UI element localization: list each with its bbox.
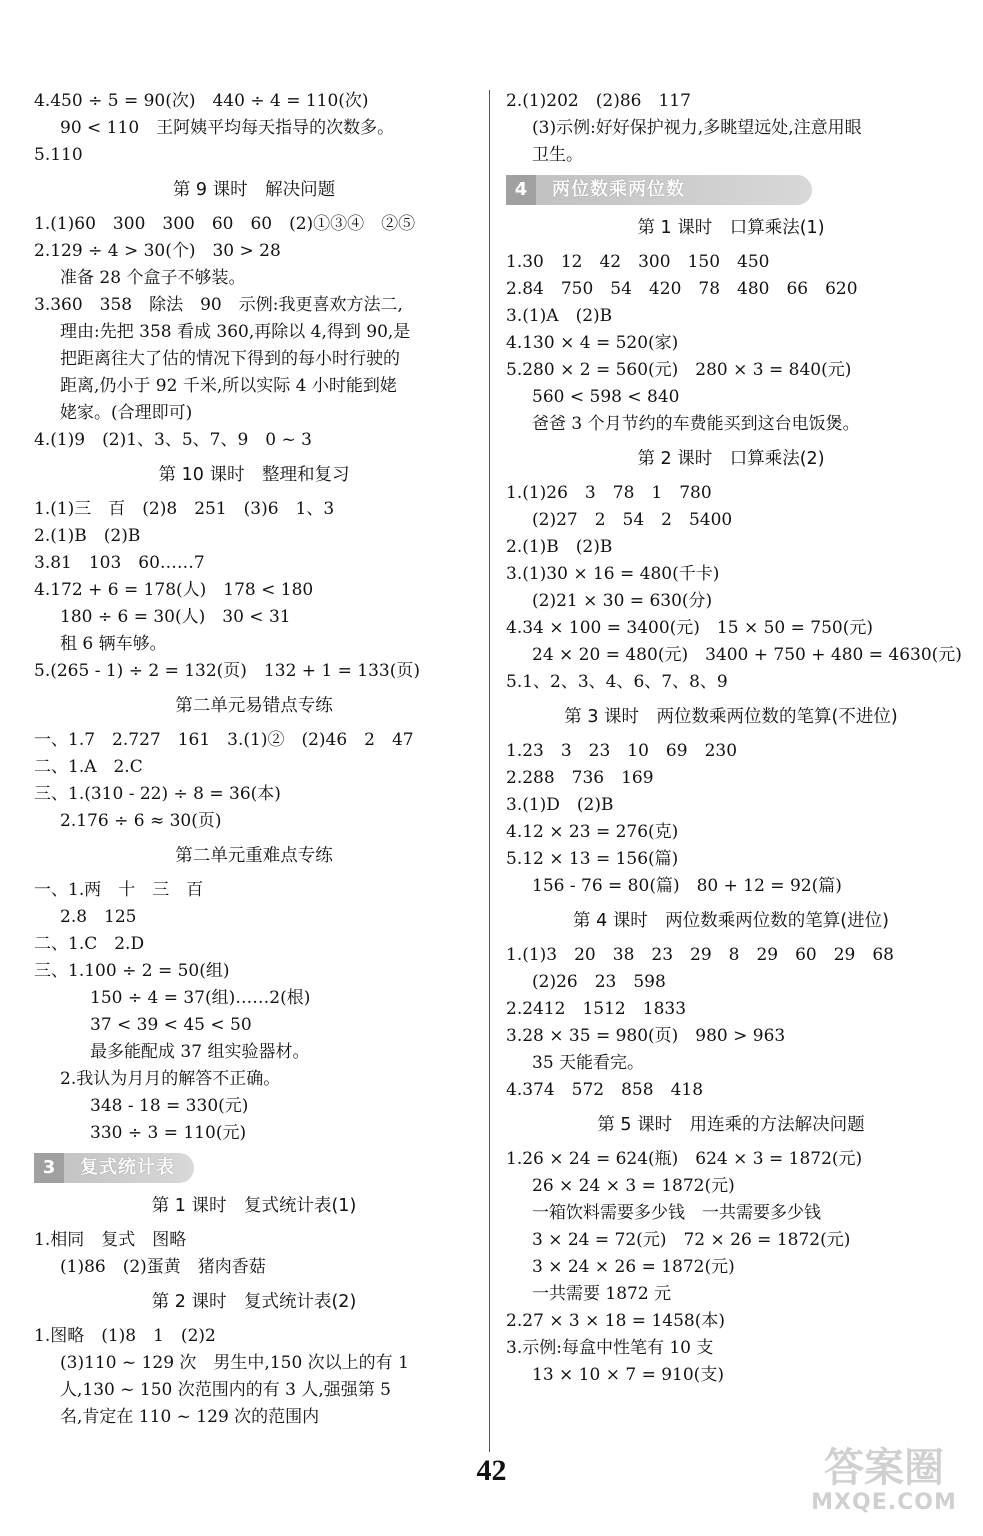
answer-line: 1.(1)26 3 78 1 780 bbox=[506, 483, 712, 503]
lesson-heading: 第 2 课时 复式统计表(2) bbox=[151, 1292, 357, 1312]
answer-line: 2.我认为月月的解答不正确。 bbox=[60, 1069, 281, 1089]
answer-line: 1.相同 复式 图略 bbox=[34, 1230, 187, 1250]
answer-line: 4.(1)9 (2)1、3、5、7、9 0 ~ 3 bbox=[34, 430, 312, 450]
answer-line: 2.84 750 54 420 78 480 66 620 bbox=[506, 279, 858, 299]
answer-line: 4.130 × 4 = 520(家) bbox=[506, 333, 679, 353]
answer-line: 2.(1)202 (2)86 117 bbox=[506, 91, 691, 111]
lesson-heading: 第 10 课时 整理和复习 bbox=[158, 465, 350, 485]
left-column bbox=[34, 88, 474, 1431]
section-heading: 第二单元重难点专练 bbox=[175, 846, 333, 866]
answer-line: 4.172 + 6 = 178(人) 178 < 180 bbox=[34, 580, 314, 600]
answer-line: 330 ÷ 3 = 110(元) bbox=[90, 1123, 247, 1143]
answer-line: 5.12 × 13 = 156(篇) bbox=[506, 849, 679, 869]
column-divider bbox=[489, 90, 490, 1452]
answer-line: 4.450 ÷ 5 = 90(次) 440 ÷ 4 = 110(次) bbox=[34, 91, 369, 111]
answer-line: 姥家。(合理即可) bbox=[60, 403, 193, 423]
unit-number: 4 bbox=[506, 175, 536, 205]
answer-line: 3.(1)A (2)B bbox=[506, 306, 613, 326]
answer-line: 1.(1)三 百 (2)8 251 (3)6 1、3 bbox=[34, 499, 335, 519]
answer-line: (3)110 ~ 129 次 男生中,150 次以上的有 1 bbox=[60, 1353, 409, 1373]
answer-line: 3 × 24 × 26 = 1872(元) bbox=[532, 1257, 735, 1277]
answer-line: 2.288 736 169 bbox=[506, 768, 654, 788]
answer-line: 3.示例:每盒中性笔有 10 支 bbox=[506, 1338, 714, 1358]
answer-line: 3 × 24 = 72(元) 72 × 26 = 1872(元) bbox=[532, 1230, 851, 1250]
watermark-url: MXQE.COM bbox=[811, 1490, 957, 1515]
unit-4-banner bbox=[506, 175, 812, 205]
answer-line: 2.27 × 3 × 18 = 1458(本) bbox=[506, 1311, 725, 1331]
answer-line: 卫生。 bbox=[532, 145, 583, 165]
answer-line: 560 < 598 < 840 bbox=[532, 387, 680, 407]
answer-line: 一、1.7 2.727 161 3.(1)② (2)46 2 47 bbox=[34, 730, 414, 750]
answer-line: 3.360 358 除法 90 示例:我更喜欢方法二, bbox=[34, 295, 403, 315]
answer-line: 180 ÷ 6 = 30(人) 30 < 31 bbox=[60, 607, 291, 627]
answer-line: 一箱饮料需要多少钱 一共需要多少钱 bbox=[532, 1203, 821, 1223]
answer-line: 2.129 ÷ 4 > 30(个) 30 > 28 bbox=[34, 241, 281, 261]
answer-line: 2.176 ÷ 6 ≈ 30(页) bbox=[60, 811, 222, 831]
answer-line: 最多能配成 37 组实验器材。 bbox=[90, 1042, 310, 1062]
section-heading: 第二单元易错点专练 bbox=[175, 696, 333, 716]
answer-line: 24 × 20 = 480(元) 3400 + 750 + 480 = 4630(元) bbox=[532, 645, 962, 665]
watermark-text: 答案圈 bbox=[824, 1445, 944, 1491]
answer-line: (3)示例:好好保护视力,多眺望远处,注意用眼 bbox=[532, 118, 862, 138]
answer-line: 5.(265 - 1) ÷ 2 = 132(页) 132 + 1 = 133(页) bbox=[34, 661, 421, 681]
answer-line: 2.(1)B (2)B bbox=[506, 537, 613, 557]
answer-line: 5.110 bbox=[34, 145, 83, 165]
answer-line: 人,130 ~ 150 次范围内的有 3 人,强强第 5 bbox=[60, 1380, 392, 1400]
unit-title: 复式统计表 bbox=[80, 1157, 175, 1178]
answer-line: 距离,仍小于 92 千米,所以实际 4 小时能到姥 bbox=[60, 376, 397, 396]
answer-line: 4.12 × 23 = 276(克) bbox=[506, 822, 679, 842]
watermark-logo bbox=[799, 1446, 969, 1526]
answer-line: (2)26 23 598 bbox=[532, 972, 666, 992]
answer-line: 爸爸 3 个月节约的车费能买到这台电饭煲。 bbox=[532, 414, 860, 434]
answer-line: 二、1.C 2.D bbox=[34, 934, 145, 954]
answer-line: 5.280 × 2 = 560(元) 280 × 3 = 840(元) bbox=[506, 360, 852, 380]
answer-line: 准备 28 个盒子不够装。 bbox=[60, 268, 246, 288]
answer-line: 35 天能看完。 bbox=[532, 1053, 645, 1073]
answer-line: 26 × 24 × 3 = 1872(元) bbox=[532, 1176, 735, 1196]
answer-line: 一共需要 1872 元 bbox=[532, 1284, 672, 1304]
answer-line: 150 ÷ 4 = 37(组)……2(根) bbox=[90, 988, 311, 1008]
answer-line: 租 6 辆车够。 bbox=[60, 634, 167, 654]
answer-line: 名,肯定在 110 ~ 129 次的范围内 bbox=[60, 1407, 320, 1427]
answer-line: 3.(1)D (2)B bbox=[506, 795, 614, 815]
answer-line: 4.374 572 858 418 bbox=[506, 1080, 704, 1100]
answer-line: 5.1、2、3、4、6、7、8、9 bbox=[506, 672, 728, 692]
answer-line: 13 × 10 × 7 = 910(支) bbox=[532, 1365, 724, 1385]
answer-line: 4.34 × 100 = 3400(元) 15 × 50 = 750(元) bbox=[506, 618, 874, 638]
answer-line: 348 - 18 = 330(元) bbox=[90, 1096, 249, 1116]
lesson-heading: 第 4 课时 两位数乘两位数的笔算(进位) bbox=[573, 911, 889, 931]
unit-number: 3 bbox=[34, 1153, 64, 1183]
answer-line: 2.(1)B (2)B bbox=[34, 526, 141, 546]
answer-line: 理由:先把 358 看成 360,再除以 4,得到 90,是 bbox=[60, 322, 411, 342]
answer-line: 1.23 3 23 10 69 230 bbox=[506, 741, 738, 761]
answer-line: (1)86 (2)蛋黄 猪肉香菇 bbox=[60, 1257, 266, 1277]
unit-3-banner bbox=[34, 1153, 194, 1183]
answer-line: 2.8 125 bbox=[60, 907, 137, 927]
answer-line: 156 - 76 = 80(篇) 80 + 12 = 92(篇) bbox=[532, 876, 842, 896]
right-column bbox=[506, 88, 962, 1389]
answer-line: 37 < 39 < 45 < 50 bbox=[90, 1015, 252, 1035]
answer-line: 三、1.(310 - 22) ÷ 8 = 36(本) bbox=[34, 784, 281, 804]
answer-line: 一、1.两 十 三 百 bbox=[34, 880, 204, 900]
answer-line: 二、1.A 2.C bbox=[34, 757, 143, 777]
answer-line: 1.26 × 24 = 624(瓶) 624 × 3 = 1872(元) bbox=[506, 1149, 863, 1169]
answer-line: 1.30 12 42 300 150 450 bbox=[506, 252, 770, 272]
answer-line: 90 < 110 王阿姨平均每天指导的次数多。 bbox=[60, 118, 395, 138]
answer-line: 三、1.100 ÷ 2 = 50(组) bbox=[34, 961, 230, 981]
answer-line: 把距离往大了估的情况下得到的每小时行驶的 bbox=[60, 349, 400, 369]
answer-line: 3.81 103 60……7 bbox=[34, 553, 205, 573]
lesson-heading: 第 1 课时 复式统计表(1) bbox=[151, 1196, 357, 1216]
page-number: 42 bbox=[476, 1454, 507, 1487]
answer-line: 3.(1)30 × 16 = 480(千卡) bbox=[506, 564, 720, 584]
lesson-heading: 第 1 课时 口算乘法(1) bbox=[637, 218, 825, 238]
answer-line: 2.2412 1512 1833 bbox=[506, 999, 687, 1019]
answer-line: 1.(1)3 20 38 23 29 8 29 60 29 68 bbox=[506, 945, 894, 965]
lesson-heading: 第 2 课时 口算乘法(2) bbox=[637, 449, 825, 469]
lesson-heading: 第 9 课时 解决问题 bbox=[172, 180, 336, 200]
lesson-heading: 第 3 课时 两位数乘两位数的笔算(不进位) bbox=[564, 707, 898, 727]
lesson-heading: 第 5 课时 用连乘的方法解决问题 bbox=[597, 1115, 865, 1135]
answer-line: (2)21 × 30 = 630(分) bbox=[532, 591, 713, 611]
answer-line: (2)27 2 54 2 5400 bbox=[532, 510, 733, 530]
answer-line: 1.(1)60 300 300 60 60 (2)①③④ ②⑤ bbox=[34, 214, 416, 234]
answer-line: 3.28 × 35 = 980(页) 980 > 963 bbox=[506, 1026, 786, 1046]
answer-line: 1.图略 (1)8 1 (2)2 bbox=[34, 1326, 216, 1346]
unit-title: 两位数乘两位数 bbox=[552, 179, 685, 200]
